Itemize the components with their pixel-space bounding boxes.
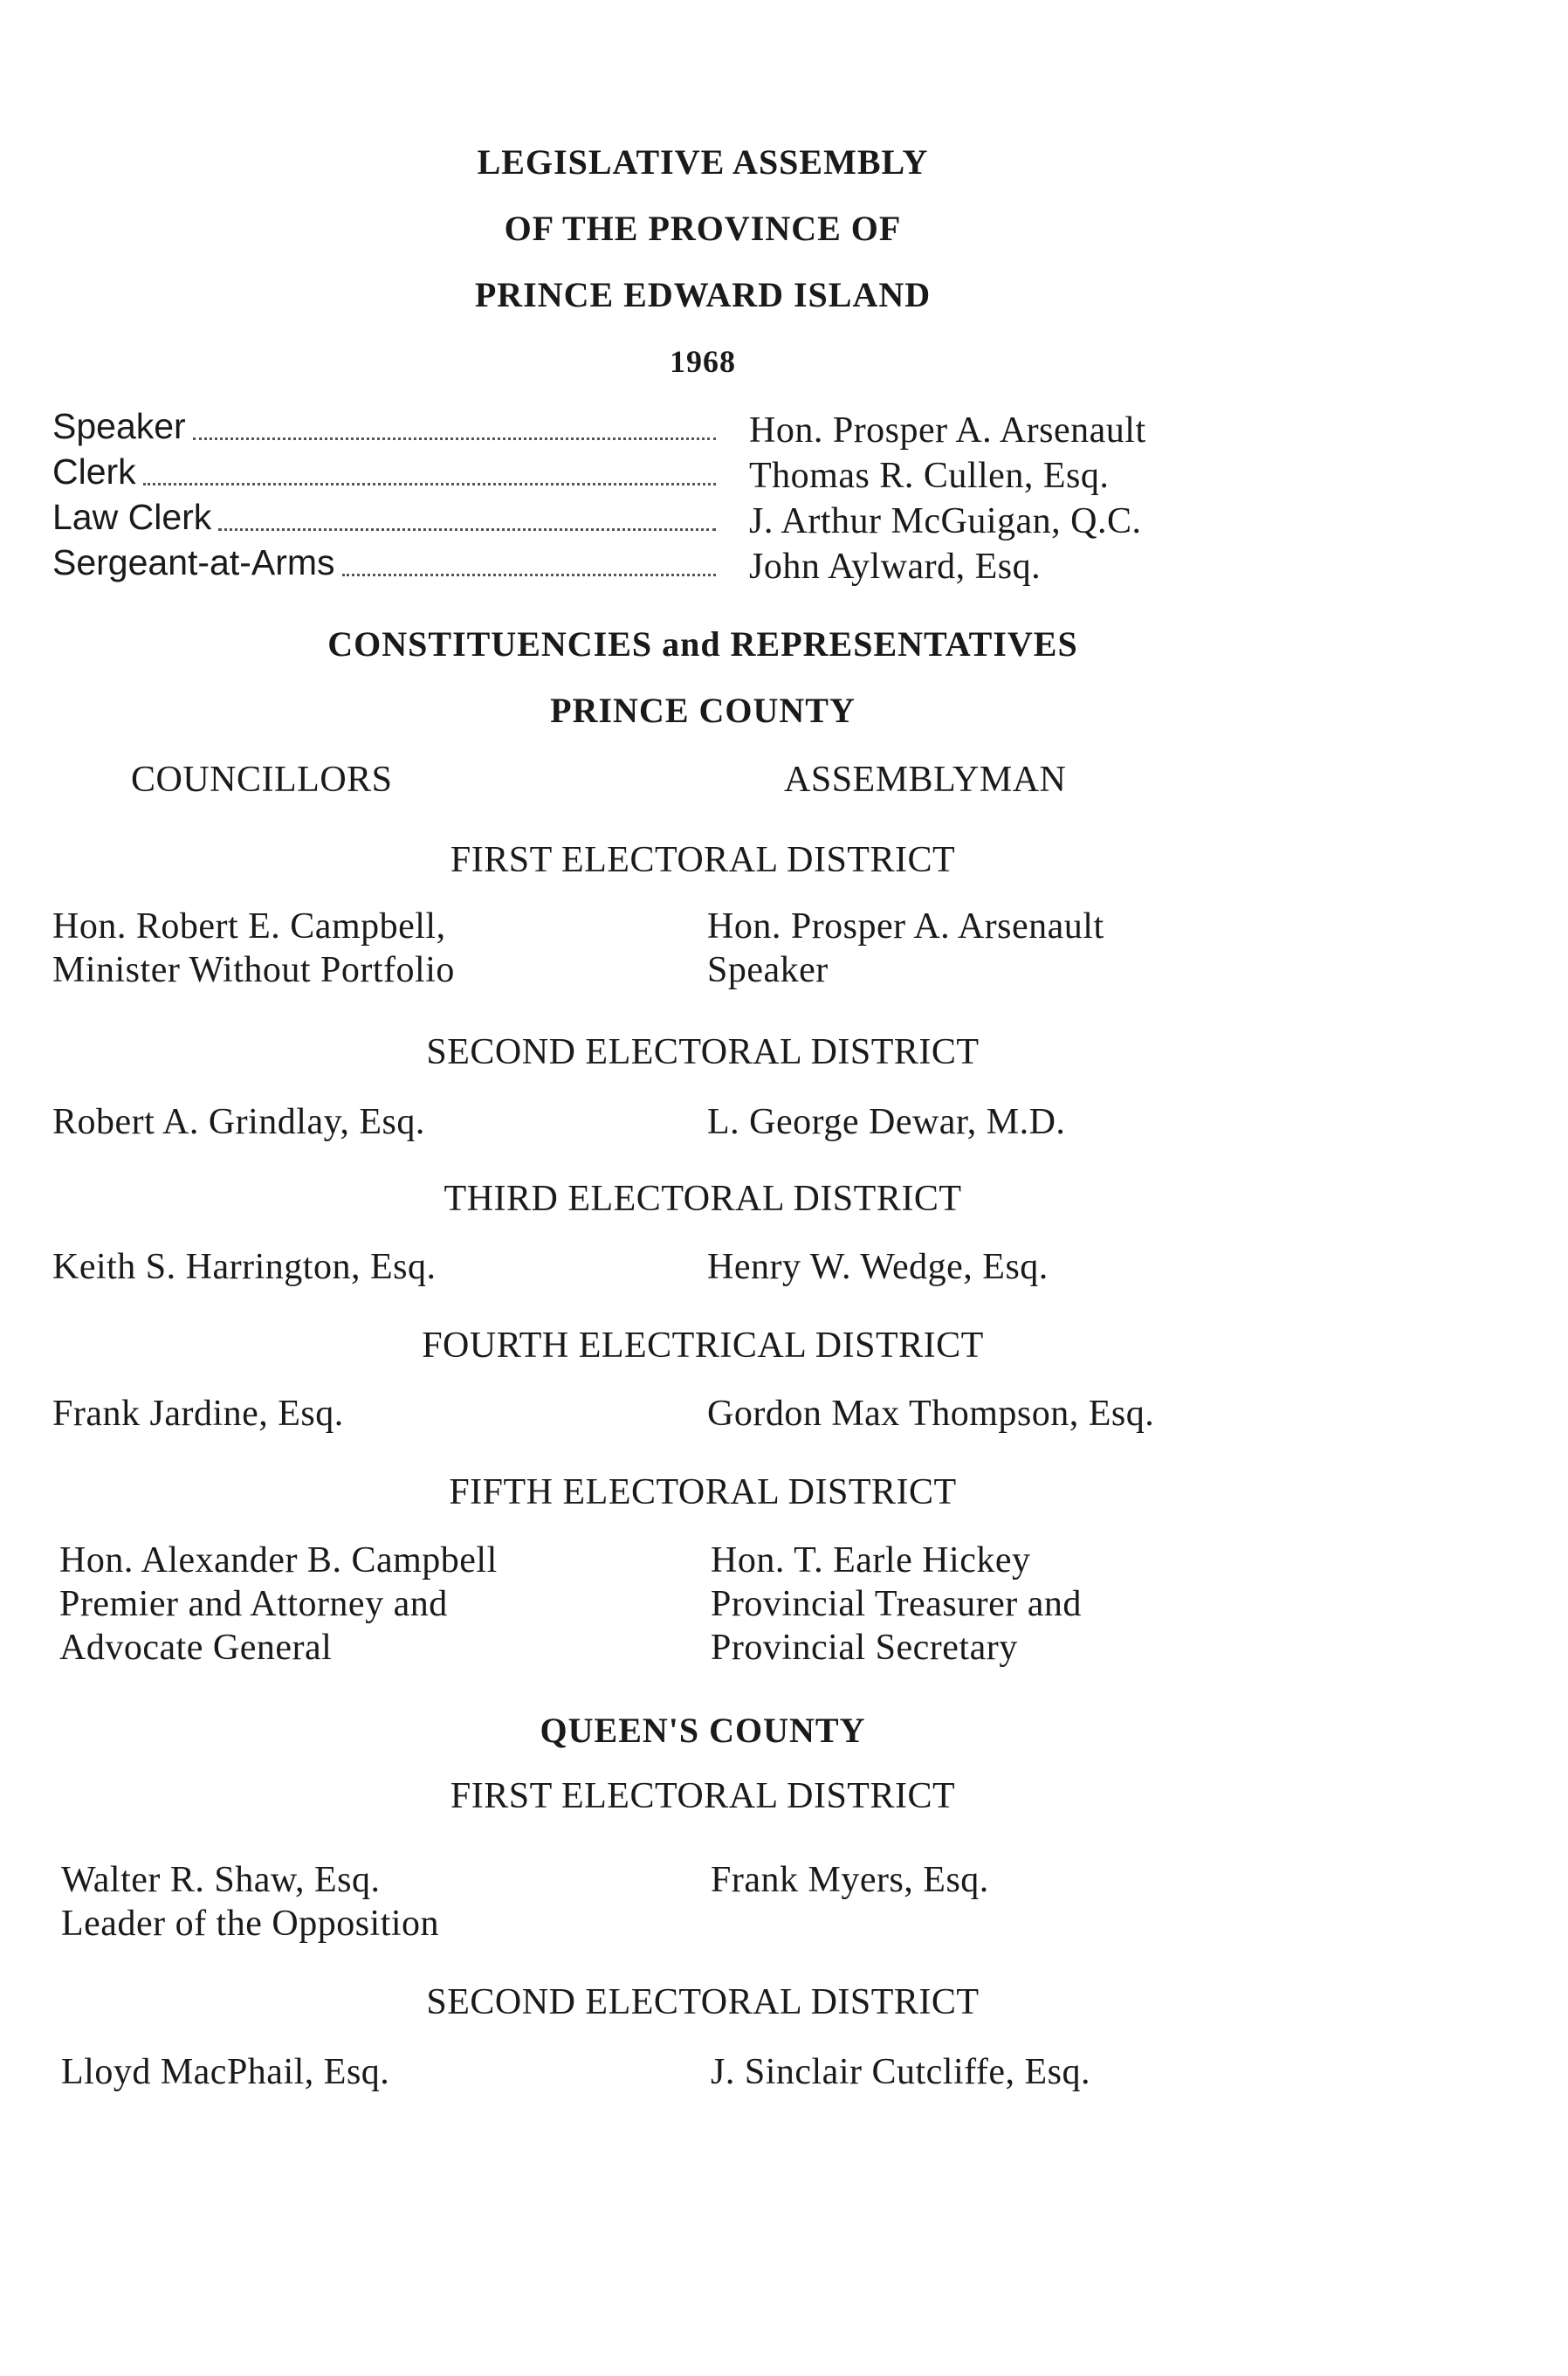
officer-row — [52, 540, 716, 583]
district-title: FOURTH ELECTRICAL DISTRICT — [422, 1326, 984, 1366]
assemblyman-name: J. Sinclair Cutcliffe, Esq. — [711, 2052, 1090, 2092]
officer-name: Hon. Prosper A. Arsenault — [749, 410, 1146, 451]
header-year: 1968 — [670, 344, 736, 379]
section-title: CONSTITUENCIES and REPRESENTATIVES — [327, 624, 1078, 664]
councillor-title: Advocate General — [59, 1628, 333, 1668]
county-title: QUEEN'S COUNTY — [540, 1711, 866, 1750]
councillor-name: Hon. Robert E. Campbell, — [52, 906, 446, 947]
assemblyman-name: Frank Myers, Esq. — [711, 1860, 989, 1900]
officer-role: Speaker — [52, 406, 186, 446]
officer-name: J. Arthur McGuigan, Q.C. — [749, 501, 1142, 541]
leader-dots — [342, 574, 716, 576]
officer-role: Clerk — [52, 451, 136, 492]
assemblyman-title: Provincial Treasurer and — [711, 1584, 1082, 1624]
councillor-name: Walter R. Shaw, Esq. — [61, 1860, 381, 1900]
officer-name: John Aylward, Esq. — [749, 547, 1042, 587]
councillor-title: Leader of the Opposition — [61, 1904, 440, 1944]
district-title: SECOND ELECTORAL DISTRICT — [426, 1982, 980, 2022]
councillor-title: Premier and Attorney and — [59, 1584, 448, 1624]
district-title: FIRST ELECTORAL DISTRICT — [450, 1776, 956, 1816]
assemblyman-title: Provincial Secretary — [711, 1628, 1018, 1668]
header-line-2: OF THE PROVINCE OF — [504, 209, 902, 248]
councillor-name: Hon. Alexander B. Campbell — [59, 1540, 498, 1581]
assemblyman-name: Gordon Max Thompson, Esq. — [707, 1394, 1155, 1434]
officer-row — [52, 449, 716, 492]
leader-dots — [218, 528, 716, 531]
leader-dots — [193, 437, 716, 440]
councillor-name: Lloyd MacPhail, Esq. — [61, 2052, 390, 2092]
header-line-1: LEGISLATIVE ASSEMBLY — [477, 142, 929, 182]
header-line-3: PRINCE EDWARD ISLAND — [474, 275, 932, 314]
assemblyman-name: Hon. Prosper A. Arsenault — [707, 906, 1104, 947]
officer-name: Thomas R. Cullen, Esq. — [749, 456, 1110, 496]
assemblyman-name: Hon. T. Earle Hickey — [711, 1540, 1031, 1581]
assemblyman-title: Speaker — [707, 950, 829, 990]
councillor-name: Keith S. Harrington, Esq. — [52, 1247, 437, 1287]
district-title: FIRST ELECTORAL DISTRICT — [450, 840, 956, 880]
assemblyman-name: L. George Dewar, M.D. — [707, 1102, 1066, 1142]
officer-row — [52, 403, 716, 447]
district-title: FIFTH ELECTORAL DISTRICT — [449, 1472, 957, 1512]
officer-role: Sergeant-at-Arms — [52, 542, 335, 582]
district-title: THIRD ELECTORAL DISTRICT — [444, 1179, 962, 1219]
councillor-name: Frank Jardine, Esq. — [52, 1394, 344, 1434]
column-header-assemblyman: ASSEMBLYMAN — [784, 760, 1067, 800]
officer-row — [52, 494, 716, 538]
county-title: PRINCE COUNTY — [550, 691, 856, 730]
councillor-title: Minister Without Portfolio — [52, 950, 455, 990]
leader-dots — [143, 483, 716, 486]
officer-role: Law Clerk — [52, 497, 212, 537]
assemblyman-name: Henry W. Wedge, Esq. — [707, 1247, 1049, 1287]
district-title: SECOND ELECTORAL DISTRICT — [426, 1032, 980, 1072]
column-header-councillors: COUNCILLORS — [131, 760, 393, 800]
councillor-name: Robert A. Grindlay, Esq. — [52, 1102, 425, 1142]
